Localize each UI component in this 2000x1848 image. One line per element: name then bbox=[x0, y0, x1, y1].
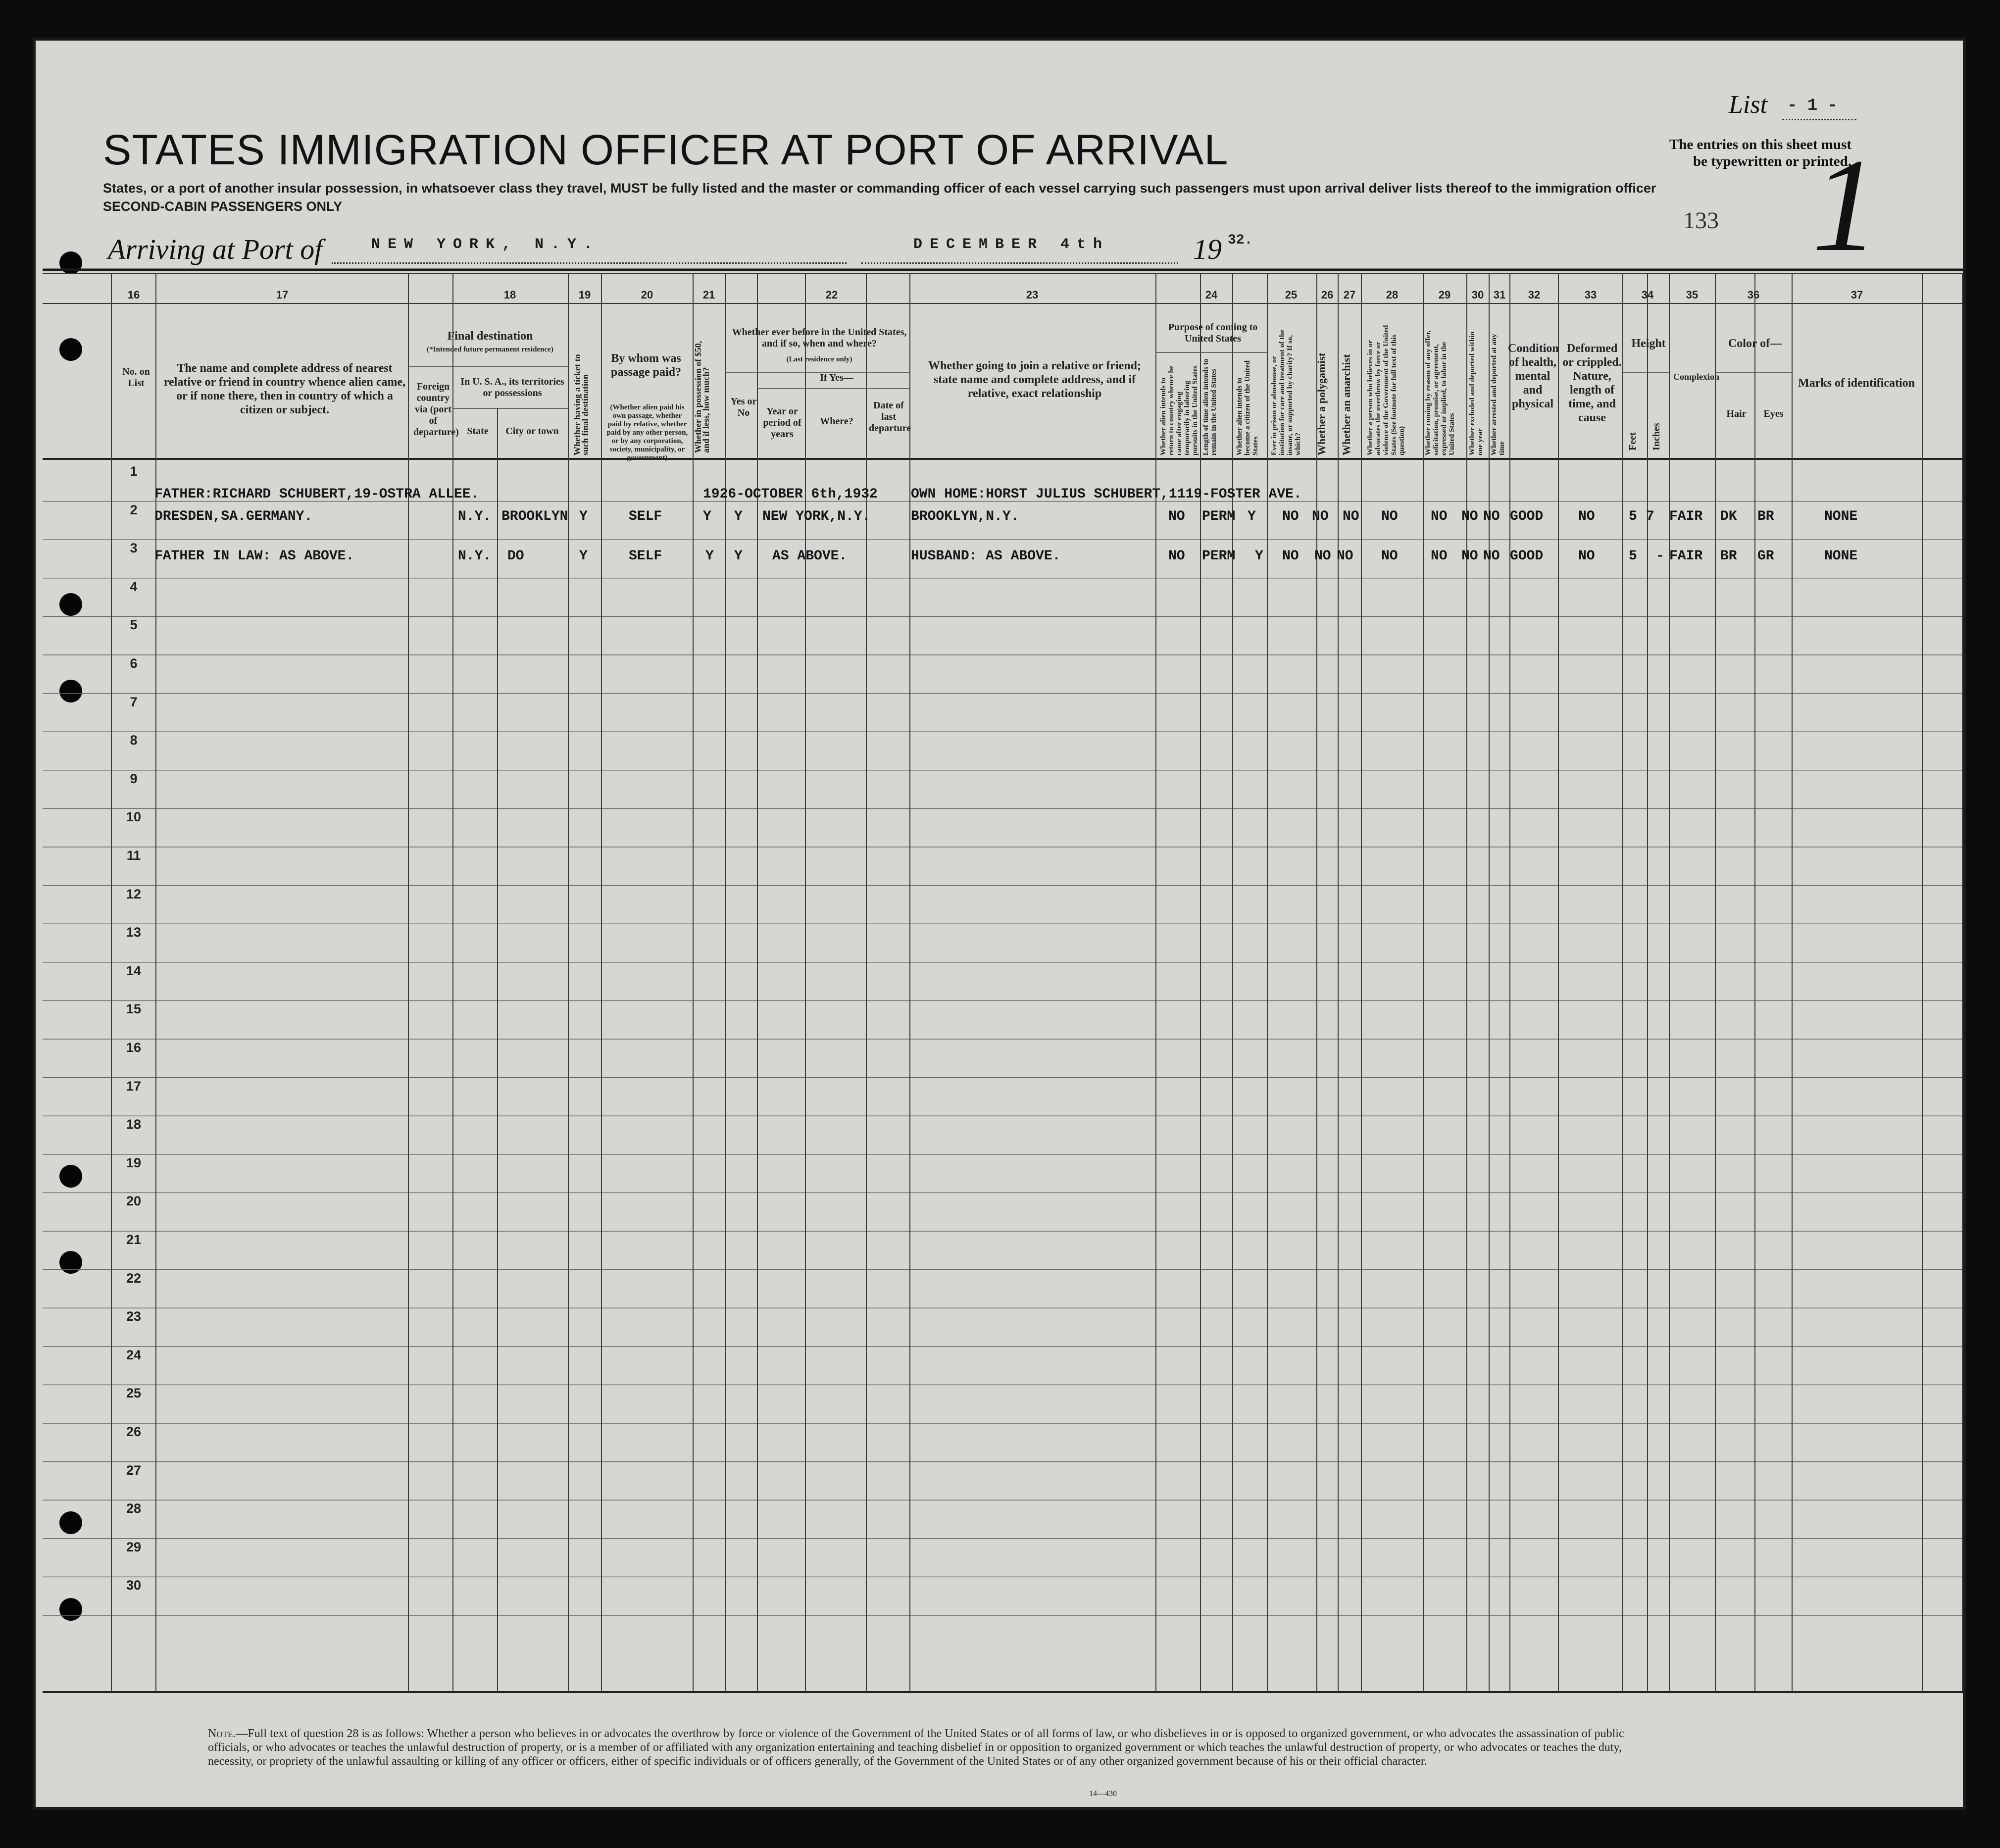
column-number: 29 bbox=[1438, 289, 1451, 301]
row-number: 3 bbox=[130, 541, 138, 556]
citizen: Y bbox=[1248, 509, 1256, 524]
join-relative-line2: BROOKLYN,N.Y. bbox=[911, 509, 1019, 524]
row-number: 9 bbox=[130, 771, 138, 786]
header-final-destination-sub: (*Intended future permanent residence) bbox=[427, 346, 553, 353]
header-foreign-country: Foreign country via (port of departure) bbox=[413, 381, 459, 438]
row-number: 4 bbox=[130, 579, 138, 594]
length-of-stay: PERM bbox=[1202, 509, 1236, 524]
height-inches: 7 bbox=[1646, 509, 1654, 524]
relative-address-line1: FATHER IN LAW: AS ABOVE. bbox=[154, 549, 354, 564]
overthrow: NO bbox=[1381, 509, 1398, 524]
hair-color: BR bbox=[1720, 549, 1737, 564]
column-number: 37 bbox=[1850, 289, 1863, 301]
header-overthrow: Whether a person who believes in or advocates the overthrow by force or violence of the Government of the United States (See footnote for full text of this question) bbox=[1366, 325, 1406, 455]
prison: NO bbox=[1282, 509, 1299, 524]
dest-state: N.Y. bbox=[458, 549, 492, 564]
dest-city: BROOKLYN bbox=[501, 509, 568, 524]
handwritten-number: 1 bbox=[1812, 131, 1879, 279]
citizen: Y bbox=[1255, 549, 1263, 564]
polygamist: NO bbox=[1314, 549, 1331, 564]
date-value: DECEMBER 4th bbox=[913, 236, 1110, 253]
row-number: 19 bbox=[126, 1155, 142, 1170]
row-number: 13 bbox=[126, 925, 142, 940]
column-number: 36 bbox=[1747, 289, 1760, 301]
column-number: 31 bbox=[1493, 289, 1506, 301]
column-number: 35 bbox=[1686, 289, 1699, 301]
height-feet: 5 bbox=[1629, 509, 1637, 524]
relative-address-line1: FATHER:RICHARD SCHUBERT,19-OSTRA ALLEE. bbox=[154, 487, 479, 502]
column-number: 27 bbox=[1343, 289, 1356, 301]
complexion: FAIR bbox=[1669, 509, 1703, 524]
footnote bbox=[208, 1727, 1639, 1768]
sheet-note-line2: be typewritten or printed. bbox=[1693, 153, 1851, 169]
row-number: 16 bbox=[126, 1040, 142, 1055]
height-inches: - bbox=[1656, 549, 1664, 564]
anarchist: NO bbox=[1337, 549, 1353, 564]
header-ever-before-sub: (Last residence only) bbox=[786, 355, 852, 363]
row-number: 1 bbox=[130, 464, 138, 479]
row-number: 27 bbox=[126, 1462, 142, 1478]
money: Y bbox=[705, 549, 714, 564]
overthrow: NO bbox=[1381, 549, 1398, 564]
where-before: NEW YORK,N.Y. bbox=[762, 509, 871, 524]
deported: NO bbox=[1483, 509, 1500, 524]
ticket: Y bbox=[579, 549, 588, 564]
header-citizen: Whether alien intends to become a citizen of the United States bbox=[1236, 360, 1259, 455]
row-number: 10 bbox=[126, 809, 142, 825]
row-number: 26 bbox=[126, 1424, 142, 1439]
header-year: Year or period of years bbox=[763, 406, 801, 440]
header-color-of: Color of— bbox=[1728, 337, 1782, 350]
header-excluded: Whether excluded and deported within one year bbox=[1468, 331, 1484, 455]
header-ever-before: Whether ever before in the United States, and if so, when and where? bbox=[732, 327, 907, 349]
header-feet: Feet bbox=[1627, 432, 1638, 450]
header-state: State bbox=[467, 426, 489, 437]
header-where: Where? bbox=[820, 416, 853, 427]
header-height: Height bbox=[1631, 337, 1666, 350]
column-number: 20 bbox=[641, 289, 653, 301]
header-final-destination: Final destination bbox=[447, 330, 533, 343]
deported: NO bbox=[1483, 549, 1500, 564]
header-inches: Inches bbox=[1651, 423, 1662, 450]
row-number: 7 bbox=[130, 694, 138, 709]
excluded: NO bbox=[1461, 509, 1478, 524]
return: NO bbox=[1168, 549, 1185, 564]
row-number: 23 bbox=[126, 1309, 142, 1324]
header-offer: Whether coming by reason of any offer, solicitation, promise, or agreement, expressed or implied, to labor in the United States bbox=[1424, 330, 1456, 455]
column-number: 33 bbox=[1584, 289, 1597, 301]
deformed: NO bbox=[1578, 549, 1595, 564]
column-number: 24 bbox=[1205, 289, 1218, 301]
row-number: 6 bbox=[130, 656, 138, 671]
header-date-departure: Date of last departure bbox=[869, 400, 911, 434]
arriving-label: Arriving at Port of bbox=[108, 233, 323, 265]
footnote-label: Note. bbox=[208, 1727, 236, 1740]
join-relative-line1: OWN HOME:HORST JULIUS SCHUBERT,1119-FOSTER AVE. bbox=[911, 487, 1302, 502]
polygamist: NO bbox=[1312, 509, 1329, 524]
header-passage-paid-sub: (Whether alien paid his own passage, whether paid by relative, whether paid by any other person, or by any corporation, society, municipality, or government) bbox=[606, 403, 688, 462]
row-number: 18 bbox=[126, 1117, 142, 1132]
identification-marks: NONE bbox=[1824, 509, 1858, 524]
column-number: 19 bbox=[578, 289, 591, 301]
sheet-number: 133 bbox=[1683, 207, 1719, 234]
before-yes-no: Y bbox=[734, 509, 743, 524]
header-health: Condition of health, mental and physical bbox=[1508, 342, 1559, 410]
header-no-on-list: No. on List bbox=[122, 366, 150, 389]
column-number: 28 bbox=[1386, 289, 1399, 301]
form-number: 14—430 bbox=[1089, 1790, 1117, 1798]
port-value: NEW YORK, N.Y. bbox=[371, 236, 600, 253]
row-number: 8 bbox=[130, 733, 138, 748]
deformed: NO bbox=[1578, 509, 1595, 524]
length-of-stay: PERM bbox=[1202, 549, 1236, 564]
column-number: 21 bbox=[702, 289, 715, 301]
health: GOOD bbox=[1510, 509, 1544, 524]
header-purpose: Purpose of coming to United States bbox=[1168, 322, 1258, 344]
year-suffix: 32. bbox=[1228, 233, 1253, 248]
column-number: 34 bbox=[1641, 289, 1654, 301]
header-nearest-relative: The name and complete address of nearest relative or friend in country whence alien came, or if none there, then in country of which a citizen or subject. bbox=[163, 362, 406, 416]
header-deported: Whether arrested and deported at any time bbox=[1490, 334, 1506, 455]
join-relative-line1: HUSBAND: AS ABOVE. bbox=[911, 549, 1061, 564]
where-before: AS ABOVE. bbox=[772, 549, 848, 564]
row-number: 17 bbox=[126, 1078, 142, 1094]
footnote-text: —Full text of question 28 is as follows: Whether a person who believes in or advocates the overthrow by force or violence of the Government of the United States or of all forms of law, or who disbelieves in or is opposed to organized government, or who advocates the assassination of public officials, or who advocates or teaches the unlawful destruction of property, or is a member of or affiliated with any organization entertaining and teaching disbelief in or opposition to organized government or which teaches the unlawful destruction of property, or who advocates or teaches the duty, necessity, or propriety of the unlawful assaulting or killing of any officer or officers, either of specific individuals or of officers generally, of the Government of the United States or of any other organized government because of his or their official character. bbox=[208, 1727, 1624, 1768]
ticket: Y bbox=[579, 509, 588, 524]
relative-address-line2: DRESDEN,SA.GERMANY. bbox=[154, 509, 313, 524]
column-number: 25 bbox=[1285, 289, 1298, 301]
column-number: 32 bbox=[1528, 289, 1541, 301]
page-title: STATES IMMIGRATION OFFICER AT PORT OF ARRIVAL bbox=[103, 126, 1229, 174]
passage-paid: SELF bbox=[629, 509, 662, 524]
row-number: 12 bbox=[126, 886, 142, 901]
header-marks: Marks of identification bbox=[1798, 377, 1915, 390]
list-label: List bbox=[1729, 91, 1768, 119]
offer: NO bbox=[1431, 549, 1448, 564]
column-number: 16 bbox=[127, 289, 140, 301]
header-length: Length of time alien intends to remain in the United States bbox=[1202, 358, 1218, 455]
row-number: 21 bbox=[126, 1232, 142, 1247]
money: Y bbox=[703, 509, 711, 524]
row-number: 22 bbox=[126, 1270, 142, 1286]
row-number: 20 bbox=[126, 1194, 142, 1209]
sheet-note-line1: The entries on this sheet must bbox=[1669, 137, 1851, 152]
dest-city: DO bbox=[507, 549, 524, 564]
eye-color: BR bbox=[1757, 509, 1774, 524]
header-polygamist: Whether a polygamist bbox=[1315, 352, 1328, 455]
row-number: 25 bbox=[126, 1386, 142, 1401]
row-number: 24 bbox=[126, 1347, 142, 1362]
return: NO bbox=[1168, 509, 1185, 524]
offer: NO bbox=[1431, 509, 1448, 524]
row-number: 11 bbox=[126, 848, 141, 863]
row-number: 5 bbox=[130, 617, 138, 633]
years-in-us: 1926-OCTOBER 6th,1932 bbox=[703, 487, 878, 502]
excluded: NO bbox=[1461, 549, 1478, 564]
year-prefix: 19 bbox=[1193, 233, 1222, 265]
header-hair: Hair bbox=[1726, 408, 1747, 419]
health: GOOD bbox=[1510, 549, 1544, 564]
row-number: 30 bbox=[126, 1578, 142, 1593]
header-deformed: Deformed or crippled. Nature, length of time, and cause bbox=[1562, 342, 1622, 424]
hair-color: DK bbox=[1720, 509, 1737, 524]
prison: NO bbox=[1282, 549, 1299, 564]
column-number: 23 bbox=[1026, 289, 1039, 301]
column-number: 26 bbox=[1321, 289, 1334, 301]
height-feet: 5 bbox=[1629, 549, 1637, 564]
row-number: 28 bbox=[126, 1501, 142, 1516]
row-number: 2 bbox=[130, 502, 138, 517]
header-ticket: Whether having a ticket to such final destination bbox=[572, 354, 590, 455]
header-anarchist: Whether an anarchist bbox=[1340, 354, 1352, 455]
before-yes-no: Y bbox=[734, 549, 743, 564]
dest-state: N.Y. bbox=[458, 509, 492, 524]
header-city: City or town bbox=[505, 426, 559, 437]
header-eyes: Eyes bbox=[1763, 408, 1784, 419]
identification-marks: NONE bbox=[1824, 549, 1858, 564]
passage-paid: SELF bbox=[629, 549, 662, 564]
header-in-usa: In U. S. A., its territories or possessions bbox=[460, 376, 564, 399]
subtitle-line2: SECOND-CABIN PASSENGERS ONLY bbox=[103, 199, 343, 214]
header-join-relative: Whether going to join a relative or friend; state name and complete address, and if relative, exact relationship bbox=[928, 359, 1141, 400]
header-if-yes: If Yes— bbox=[820, 372, 853, 383]
anarchist: NO bbox=[1343, 509, 1359, 524]
row-number: 29 bbox=[126, 1539, 142, 1554]
header-yes-no: Yes or No bbox=[730, 396, 757, 418]
column-number: 22 bbox=[825, 289, 838, 301]
column-number: 18 bbox=[503, 289, 516, 301]
column-number: 17 bbox=[276, 289, 289, 301]
eye-color: GR bbox=[1757, 549, 1774, 564]
subtitle-line1: States, or a port of another insular possession, in whatsoever class they travel, MUST be fully listed and the master or commanding officer of each vessel carrying such passengers must upon arrival deliver lists thereof to the immigration officer bbox=[103, 181, 1656, 196]
header-passage-paid: By whom was passage paid? bbox=[610, 352, 682, 379]
row-number: 14 bbox=[126, 963, 142, 978]
complexion: FAIR bbox=[1669, 549, 1703, 564]
row-number: 15 bbox=[126, 1001, 142, 1017]
header-complexion: Complexion bbox=[1673, 372, 1720, 382]
header-return: Whether alien intends to return to country whence he came after engaging temporarily in laboring pursuits in the United States bbox=[1159, 365, 1199, 455]
column-number: 30 bbox=[1471, 289, 1484, 301]
header-money: Whether in possession of $50, and if less, how much? bbox=[693, 341, 711, 453]
list-number: - 1 - bbox=[1787, 97, 1838, 115]
header-prison: Ever in prison or almshouse, or institution for care and treatment of the insane, or supported by charity? If so, which? bbox=[1270, 329, 1302, 455]
